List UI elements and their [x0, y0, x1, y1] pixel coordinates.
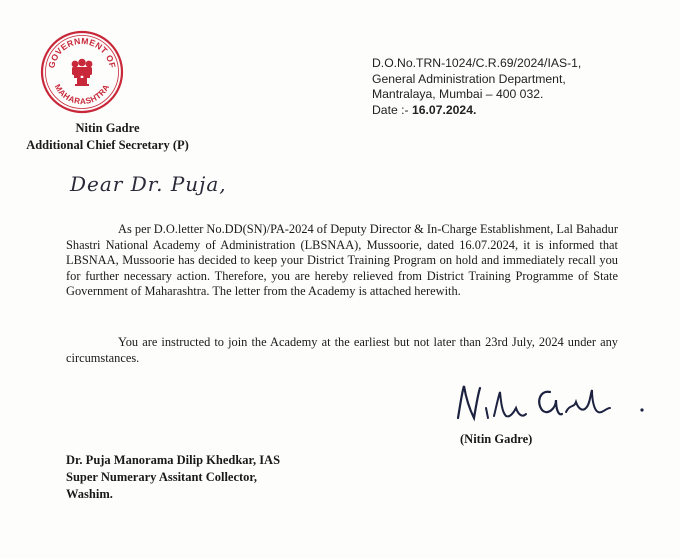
sender-block — [0, 120, 215, 154]
reference-block — [372, 56, 581, 118]
sender-name: Nitin Gadre — [75, 121, 140, 135]
salutation: Dear Dr. Puja, — [70, 172, 227, 196]
recipient-name: Dr. Puja Manorama Dilip Khedkar, IAS — [66, 453, 281, 467]
body-paragraph-2: You are instructed to join the Academy at the earliest but not later than 23rd July, 2024 under any circumstances. — [66, 335, 618, 365]
signatory-name: (Nitin Gadre) — [460, 432, 533, 446]
date-value: 16.07.2024. — [411, 102, 477, 117]
seal-top-text: GOVERNMENT OF — [46, 35, 118, 70]
date-line — [372, 103, 581, 119]
address: Mantralaya, Mumbai – 400 032. — [372, 87, 544, 101]
sender-designation: Additional Chief Secretary (P) — [26, 138, 189, 152]
emblem-icon — [72, 59, 93, 86]
body-paragraph-1: As per D.O.letter No.DD(SN)/PA-2024 of Deputy Director & In-Charge Establishment, Lal Bahadur Shastri National Academy of Administration (LBSNAA), Mussoorie, dated 16.07.2024, it is informed that LBSNAA, Mussoorie has decided to keep your District Training Program on hold and immediately recall you for further necessary action. Therefore, you are hereby relieved from District Training Programme of State Government of Maharashtra. The letter from the Academy is attached herewith. — [66, 222, 618, 299]
date-label: Date :- — [372, 102, 412, 117]
recipient-location: Washim. — [66, 487, 113, 501]
recipient-block — [66, 452, 280, 503]
handwritten-signature — [452, 378, 652, 428]
reference-number: D.O.No.TRN-1024/C.R.69/2024/IAS-1, — [372, 56, 582, 70]
recipient-designation: Super Numerary Assitant Collector, — [66, 470, 257, 484]
department: General Administration Department, — [372, 71, 566, 86]
seal-bottom-text: MAHARASHTRA — [52, 82, 112, 107]
government-seal — [40, 30, 124, 114]
